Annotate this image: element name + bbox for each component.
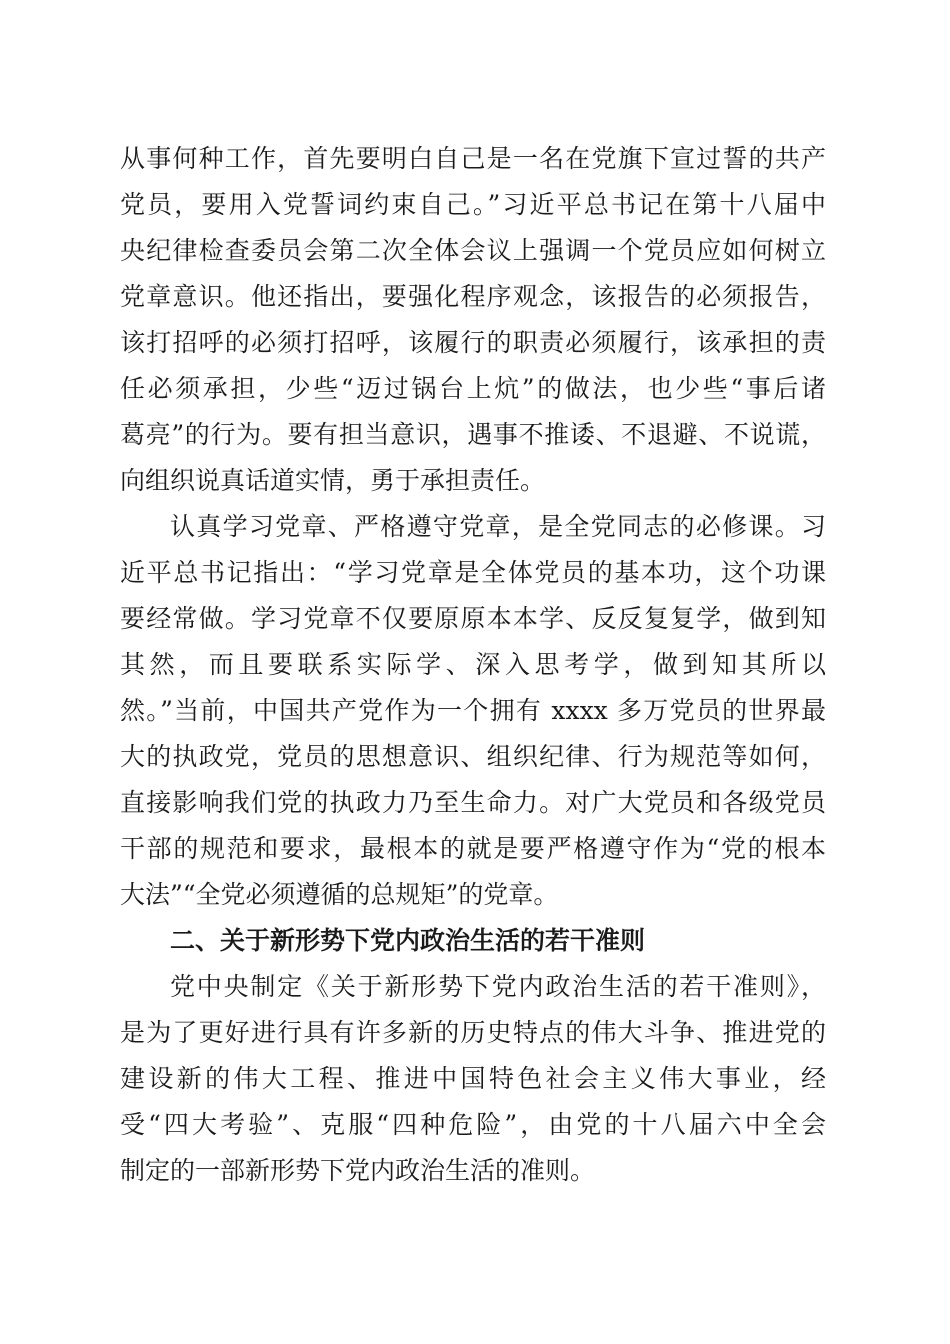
paragraph-3-line-5: 制定的一部新形势下党内政治生活的准则。 [120, 1156, 596, 1185]
paragraph-1-line-8: 向组织说真话道实情，勇于承担责任。 [120, 466, 546, 495]
paragraph-2-line-8: 干部的规范和要求，最根本的就是要严格遵守作为“党的根本 [120, 834, 826, 863]
section-heading: 二、关于新形势下党内政治生活的若干准则 [170, 926, 646, 955]
paragraph-2-line-1: 认真学习党章、严格遵守党章，是全党同志的必修课。习 [170, 512, 826, 541]
paragraph-3-line-4: 受“四大考验”、克服“四种危险”，由党的十八届六中全会 [120, 1110, 826, 1139]
paragraph-3-line-2: 是为了更好进行具有许多新的历史特点的伟大斗争、推进党的 [120, 1018, 826, 1047]
paragraph-1-line-2: 党员，要用入党誓词约束自己。”习近平总书记在第十八届中 [120, 190, 826, 219]
paragraph-1-line-3: 央纪律检查委员会第二次全体会议上强调一个党员应如何树立 [120, 236, 826, 265]
paragraph-2-line-9: 大法”“全党必须遵循的总规矩”的党章。 [120, 880, 559, 909]
paragraph-1-line-5: 该打招呼的必须打招呼，该履行的职责必须履行，该承担的责 [120, 328, 826, 357]
paragraph-1-line-7: 葛亮”的行为。要有担当意识，遇事不推诿、不退避、不说谎， [120, 420, 826, 449]
paragraph-2-line-4: 其然，而且要联系实际学、深入思考学，做到知其所以 [120, 650, 826, 679]
paragraph-2-line-6: 大的执政党，党员的思想意识、组织纪律、行为规范等如何， [120, 742, 826, 771]
paragraph-1-line-4: 党章意识。他还指出，要强化程序观念，该报告的必须报告， [120, 282, 826, 311]
paragraph-1-line-1: 从事何种工作，首先要明白自己是一名在党旗下宣过誓的共产 [120, 144, 826, 173]
paragraph-1-line-6: 任必须承担，少些“迈过锅台上炕”的做法，也少些“事后诸 [120, 374, 826, 403]
paragraph-2-line-5: 然。”当前，中国共产党作为一个拥有 xxxx 多万党员的世界最 [120, 696, 826, 725]
paragraph-3-line-1: 党中央制定《关于新形势下党内政治生活的若干准则》， [170, 972, 826, 1001]
paragraph-2-line-3: 要经常做。学习党章不仅要原原本本学、反反复复学，做到知 [120, 604, 826, 633]
paragraph-3-line-3: 建设新的伟大工程、推进中国特色社会主义伟大事业，经 [120, 1064, 826, 1093]
paragraph-2-line-2: 近平总书记指出：“学习党章是全体党员的基本功，这个功课 [120, 558, 826, 587]
paragraph-2-line-7: 直接影响我们党的执政力乃至生命力。对广大党员和各级党员 [120, 788, 826, 817]
